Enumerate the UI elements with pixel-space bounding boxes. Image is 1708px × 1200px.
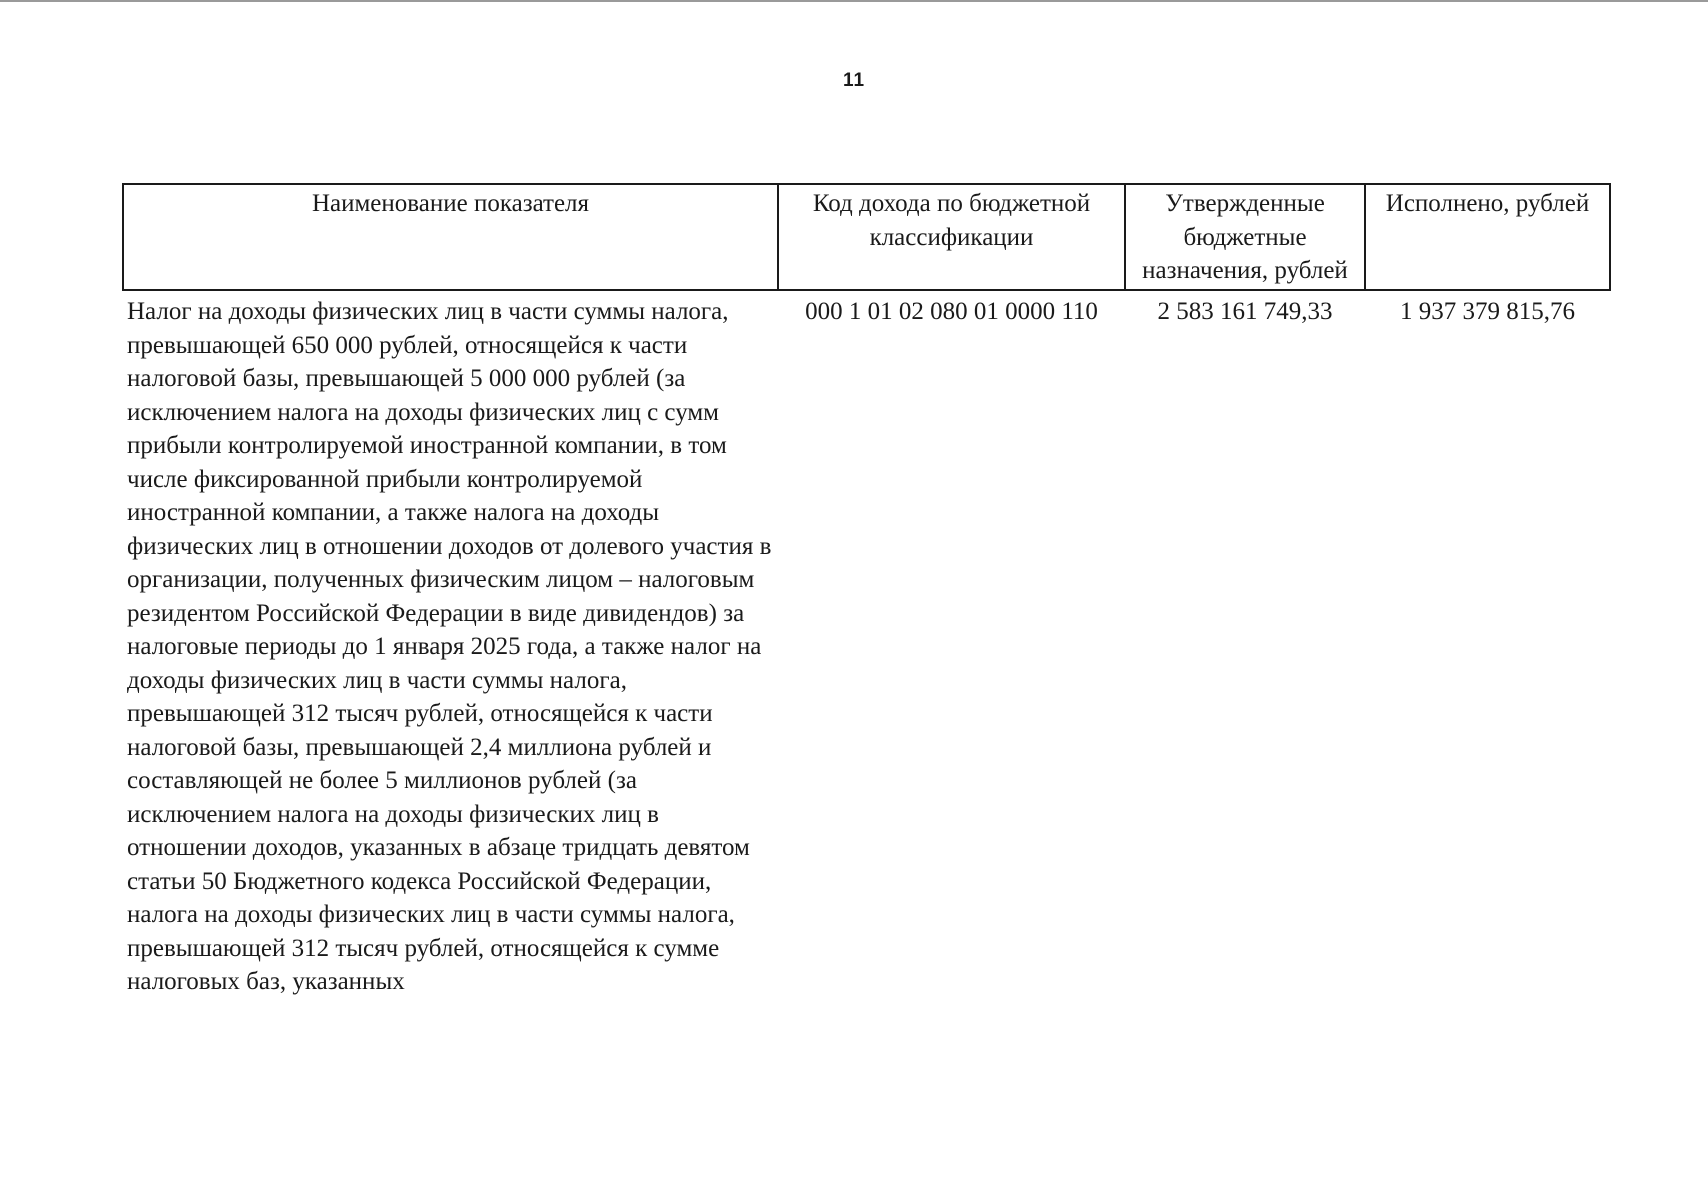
income-code-cell: 000 1 01 02 080 01 0000 110: [805, 298, 1098, 325]
header-indicator-name: Наименование показателя: [123, 184, 778, 290]
table-row: [123, 290, 1610, 999]
executed-amount-cell: 1 937 379 815,76: [1400, 298, 1575, 325]
table-header: [123, 184, 1610, 290]
indicator-name-cell: Налог на доходы физических лиц в части суммы налога, превышающей 650 000 рублей, относящейся к части налоговой базы, превышающей 5 000 000 рублей (за исключением налога на доходы физических лиц с сумм прибыли контролируемой иностранной компании, в том числе фиксированной прибыли контролируемой иностранной компании, а также налога на доходы физических лиц в отношении доходов от долевого участия в организации, полученных физическим лицом – налоговым резидентом Российской Федерации в виде дивидендов) за налоговые периоды до 1 января 2025 года, а также налог на доходы физических лиц в части суммы налога, превышающей 312 тысяч рублей, относящейся к части налоговой базы, превышающей 2,4 миллиона рублей и составляющей не более 5 миллионов рублей (за исключением налога на доходы физических лиц в отношении доходов, указанных в абзаце тридцать девятом статьи 50 Бюджетного кодекса Российской Федерации, налога на доходы физических лиц в части суммы налога, превышающей 312 тысяч рублей, относящейся к сумме налоговых баз, указанных: [127, 298, 772, 995]
budget-execution-table: [122, 183, 1611, 999]
header-income-code: Код дохода по бюджетной классификации: [778, 184, 1125, 290]
page-number: 11: [842, 70, 866, 91]
header-executed-amount: Исполнено, рублей: [1365, 184, 1610, 290]
approved-amount-cell: 2 583 161 749,33: [1157, 298, 1333, 325]
table-body: [123, 290, 1610, 999]
header-row: [123, 184, 1610, 290]
header-approved-amount: Утвержденные бюджетные назначения, рублей: [1125, 184, 1365, 290]
page-top-edge: [0, 0, 1708, 2]
